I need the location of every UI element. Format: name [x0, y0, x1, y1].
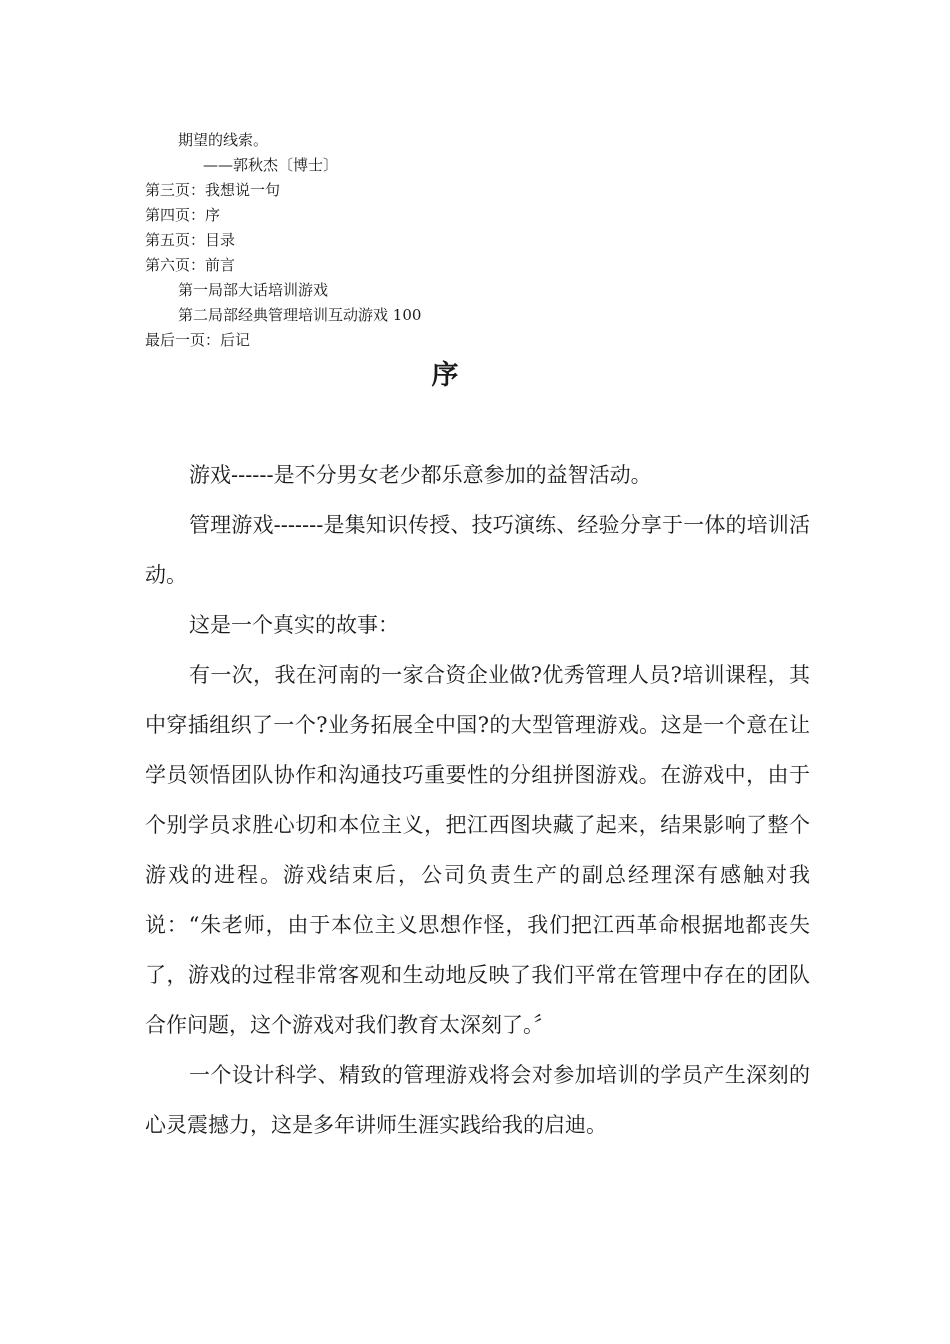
- paragraph: 游戏------是不分男女老少都乐意参加的益智活动。: [189, 463, 652, 487]
- paragraph: 有一次，我在河南的一家合资企业做?优秀管理人员?培训课程，其中穿插组织了一个?业务拓展全中国?的大型管理游戏。这是一个意在让学员领悟团队协作和沟通技巧重要性的分组拼图游戏。在游戏中，由于个别学员求胜心切和本位主义，把江西图块藏了起来，结果影响了整个游戏的进程。游戏结束后，公司负责生产的副总经理深有感触对我说：“朱老师，由于本位主义思想作怪，我们把江西革命根据地都丧失了，游戏的过程非常客观和生动地反映了我们平常在管理中存在的团队合作问题，这个游戏对我们教育太深刻了。〞: [145, 663, 810, 1037]
- toc-line: 第六页：前言: [145, 256, 236, 274]
- toc-line: 第四页：序: [145, 206, 221, 224]
- toc-line: 第一局部大话培训游戏: [178, 281, 329, 299]
- paragraph: 这是一个真实的故事：: [189, 613, 399, 637]
- toc-line: 第五页：目录: [145, 231, 236, 249]
- section-title: 序: [431, 360, 459, 391]
- body-text: [145, 450, 810, 1150]
- paragraph: 一个设计科学、精致的管理游戏将会对参加培训的学员产生深刻的心灵震撼力，这是多年讲师生涯实践给我的启迪。: [145, 1063, 810, 1137]
- toc-line: 期望的线索。: [178, 131, 269, 149]
- toc-attribution: ——郭秋杰〔博士〕: [203, 156, 339, 174]
- table-of-contents: [145, 128, 805, 353]
- toc-line: 第二局部经典管理培训互动游戏 100: [178, 306, 422, 324]
- toc-line: 第三页：我想说一句: [145, 181, 281, 199]
- toc-line: 最后一页：后记: [145, 331, 251, 349]
- paragraph: 管理游戏-------是集知识传授、技巧演练、经验分享于一体的培训活动。: [145, 513, 810, 587]
